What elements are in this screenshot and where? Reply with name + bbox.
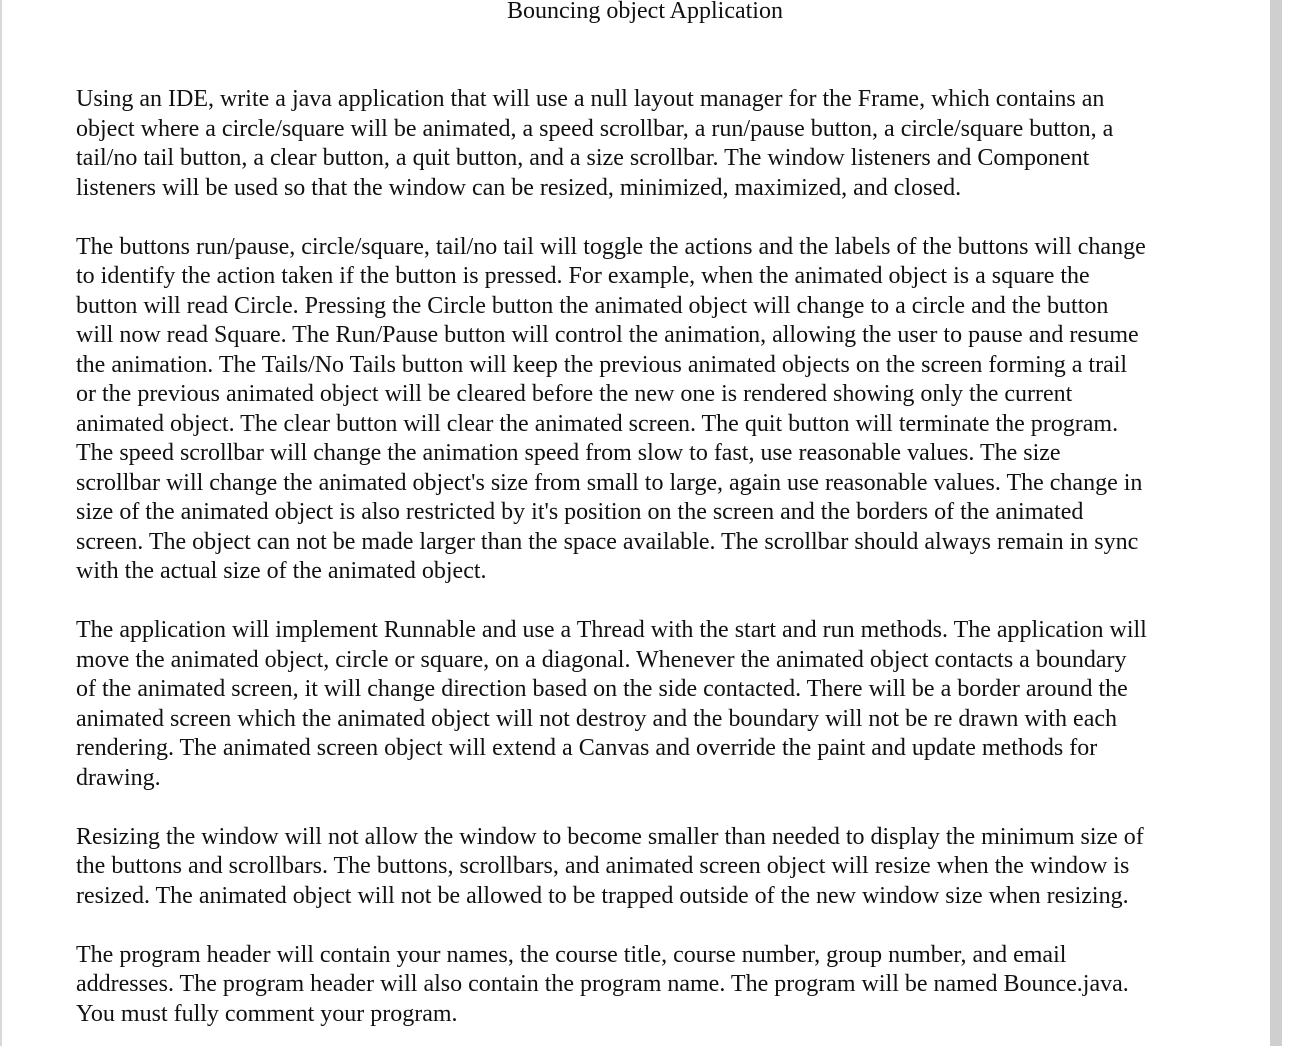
text-line: The application will implement Runnable and use a Thread with the start and run methods. The application will	[76, 617, 1147, 643]
paragraph-runnable	[76, 616, 1226, 793]
text-line: You must fully comment your program.	[76, 1000, 458, 1027]
text-line: the animation. The Tails/No Tails button will keep the previous animated objects on the screen forming a trail	[76, 351, 1128, 378]
text-line: The buttons run/pause, circle/square, tail/no tail will toggle the actions and the labels of the buttons will change	[76, 233, 1146, 260]
text-line: move the animated object, circle or square, on a diagonal. Whenever the animated object contacts a boundary	[76, 646, 1127, 673]
page-left-edge	[0, 0, 2, 1046]
text-line: or the previous animated object will be cleared before the new one is rendered showing only the current	[76, 381, 1073, 407]
text-line: size of the animated object is also restricted by it's position on the screen and the borders of the animated	[76, 499, 1084, 525]
text-line: animated object. The clear button will clear the animated screen. The quit button will terminate the program.	[76, 410, 1119, 437]
text-line: to identify the action taken if the button is pressed. For example, when the animated object is a square the	[76, 263, 1090, 289]
paragraph-requirements	[76, 85, 1226, 203]
document-title: Bouncing object Application	[507, 0, 783, 24]
text-line: tail/no tail button, a clear button, a quit button, and a size scrollbar. The window listeners and Component	[76, 145, 1090, 171]
text-line: of the animated screen, it will change direction based on the side contacted. There will be a border around the	[76, 676, 1128, 702]
text-line: drawing.	[76, 764, 161, 791]
text-line: object where a circle/square will be animated, a speed scrollbar, a run/pause button, a circle/square button, a	[76, 115, 1114, 142]
text-line: with the actual size of the animated object.	[76, 558, 487, 584]
text-line: button will read Circle. Pressing the Circle button the animated object will change to a circle and the button	[76, 292, 1109, 319]
text-line: listeners will be used so that the window can be resized, minimized, maximized, and closed.	[76, 174, 962, 201]
text-line: rendering. The animated screen object will extend a Canvas and override the paint and update methods for	[76, 735, 1098, 761]
text-line: The speed scrollbar will change the animation speed from slow to fast, use reasonable values. The size	[76, 440, 1061, 466]
text-line: addresses. The program header will also contain the program name. The program will be named Bounce.java.	[76, 971, 1129, 997]
text-line: The program header will contain your names, the course title, course number, group number, and email	[76, 941, 1067, 968]
text-line: the buttons and scrollbars. The buttons, scrollbars, and animated screen object will resize when the window is	[76, 853, 1130, 879]
text-line: Using an IDE, write a java application that will use a null layout manager for the Frame, which contains an	[76, 86, 1105, 112]
text-line: animated screen which the animated object will not destroy and the boundary will not be re drawn with each	[76, 705, 1117, 732]
text-line: Resizing the window will not allow the window to become smaller than needed to display the minimum size of	[76, 823, 1144, 850]
paragraph-resizing	[76, 823, 1226, 912]
paragraph-header	[76, 941, 1226, 1030]
text-line: scrollbar will change the animated object's size from small to large, again use reasonable values. The change in	[76, 469, 1143, 496]
document-body	[76, 85, 1226, 1046]
vertical-scrollbar[interactable]	[1270, 0, 1282, 1046]
text-line: screen. The object can not be made larger than the space available. The scrollbar should always remain in sync	[76, 528, 1139, 555]
text-line: will now read Square. The Run/Pause button will control the animation, allowing the user to pause and resume	[76, 322, 1139, 348]
text-line: resized. The animated object will not be allowed to be trapped outside of the new window size when resizing.	[76, 882, 1129, 909]
paragraph-buttons	[76, 233, 1226, 587]
